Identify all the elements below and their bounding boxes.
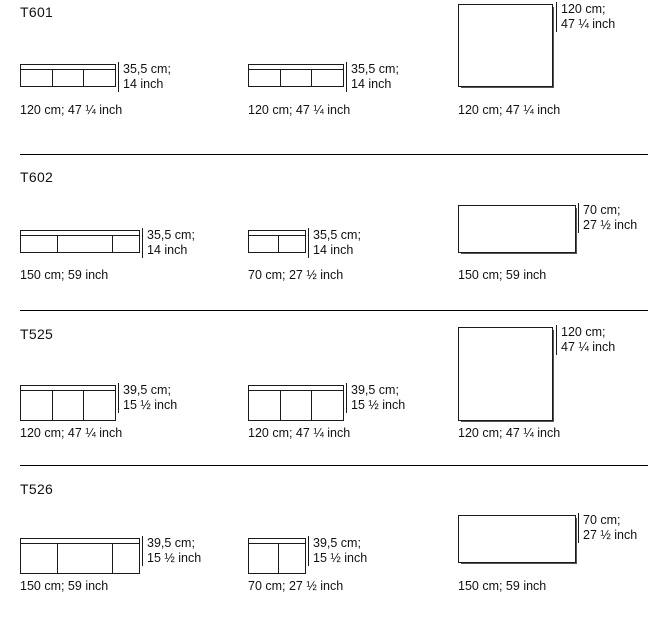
t525-top-body [458,327,553,421]
t526-front-body [20,538,140,574]
t602-front-height-dim: 35,5 cm; 14 inch [142,228,195,258]
t601-back-body [248,64,344,87]
t525-back-height-dim: 39,5 cm; 15 ½ inch [346,383,405,413]
product-group-t602 [0,155,668,311]
product-group-t526 [0,465,668,639]
t526-side-divider-1 [278,543,279,573]
t525-back-width-dim: 120 cm; 47 ¼ inch [248,426,351,440]
t525-back-divider-1 [280,390,281,420]
t602-side-body [248,230,306,253]
t526-side-width-dim: 70 cm; 27 ½ inch [248,579,344,593]
group-title-t602: T602 [20,169,54,185]
t526-top-width-dim: 150 cm; 59 inch [458,579,547,593]
t602-side-top-edge [249,235,305,236]
t601-back-height-dim: 35,5 cm; 14 inch [346,62,399,92]
t526-top-body [458,515,576,563]
t525-top-width-dim: 120 cm; 47 ¼ inch [458,426,561,440]
t526-front-width-dim: 150 cm; 59 inch [20,579,109,593]
t601-back-divider-1 [280,69,281,86]
t526-top-height-dim: 70 cm; 27 ½ inch [578,513,637,543]
t602-side-height-dim: 35,5 cm; 14 inch [308,228,361,258]
t602-top-width-dim: 150 cm; 59 inch [458,268,547,282]
t602-top-height-dim: 70 cm; 27 ½ inch [578,203,637,233]
t525-back-divider-2 [311,390,312,420]
product-group-t601 [0,0,668,155]
t526-side-body [248,538,306,574]
product-group-t525 [0,310,668,466]
t525-front-width-dim: 120 cm; 47 ¼ inch [20,426,123,440]
t602-front-top-edge [21,235,139,236]
t526-front-divider-1 [57,543,58,573]
t602-top-body [458,205,576,253]
t601-front-height-dim: 35,5 cm; 14 inch [118,62,171,92]
group-title-t601: T601 [20,4,54,20]
t525-front-divider-2 [83,390,84,420]
t602-front-divider-1 [57,235,58,252]
t601-front-divider-1 [52,69,53,86]
t525-front-top-edge [21,390,115,391]
t525-back-top-edge [249,390,343,391]
t526-front-height-dim: 39,5 cm; 15 ½ inch [142,536,201,566]
t525-back-body [248,385,344,421]
group-title-t526: T526 [20,481,54,497]
t601-back-top-edge [249,69,343,70]
t525-front-body [20,385,116,421]
t601-top-height-dim: 120 cm; 47 ¼ inch [556,2,615,32]
t525-top-height-dim: 120 cm; 47 ¼ inch [556,325,615,355]
t525-front-divider-1 [52,390,53,420]
t602-front-divider-2 [112,235,113,252]
group-title-t525: T525 [20,326,54,342]
t602-front-body [20,230,140,253]
t526-front-top-edge [21,543,139,544]
t525-front-height-dim: 39,5 cm; 15 ½ inch [118,383,177,413]
t601-back-width-dim: 120 cm; 47 ¼ inch [248,103,351,117]
t601-front-body [20,64,116,87]
t526-side-height-dim: 39,5 cm; 15 ½ inch [308,536,367,566]
t526-side-top-edge [249,543,305,544]
t602-side-divider-1 [278,235,279,252]
t601-top-width-dim: 120 cm; 47 ¼ inch [458,103,561,117]
t601-back-divider-2 [311,69,312,86]
t602-side-width-dim: 70 cm; 27 ½ inch [248,268,344,282]
t601-front-width-dim: 120 cm; 47 ¼ inch [20,103,123,117]
t526-front-divider-2 [112,543,113,573]
t601-front-divider-2 [83,69,84,86]
t602-front-width-dim: 150 cm; 59 inch [20,268,109,282]
t601-front-top-edge [21,69,115,70]
t601-top-body [458,4,553,87]
